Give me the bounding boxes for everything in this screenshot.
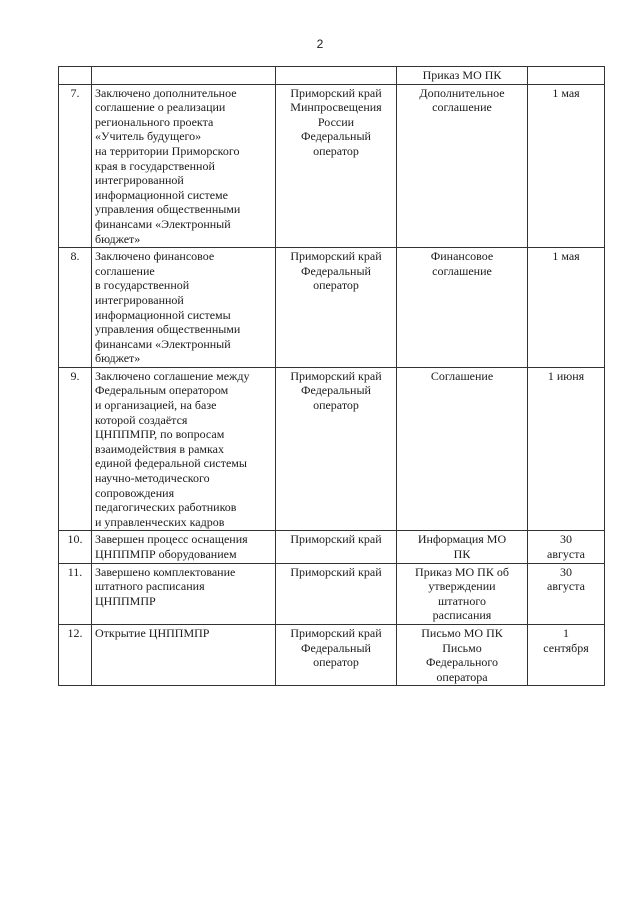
document-cell bbox=[397, 531, 528, 563]
schedule-table-body bbox=[59, 67, 605, 686]
event-line: сопровождения bbox=[95, 485, 175, 500]
responsible-line: Федеральный bbox=[301, 640, 371, 655]
row-number-cell: 8. bbox=[59, 248, 92, 368]
document-line: соглашение bbox=[432, 263, 492, 278]
table-row bbox=[59, 531, 605, 563]
document-line: соглашение bbox=[432, 100, 492, 115]
responsible-cell bbox=[276, 563, 397, 624]
date-cell bbox=[528, 624, 605, 685]
event-line: и организацией, на базе bbox=[95, 398, 217, 413]
event-cell bbox=[92, 248, 276, 368]
document-cell bbox=[397, 248, 528, 368]
event-line: Заключено соглашение между bbox=[95, 368, 250, 383]
event-line: интегрированной bbox=[95, 173, 184, 188]
event-line: ЦНППМПР bbox=[95, 593, 156, 608]
event-line: и управленческих кадров bbox=[95, 514, 225, 529]
event-line: Заключено дополнительное bbox=[95, 85, 237, 100]
event-cell bbox=[92, 367, 276, 531]
row-number-cell: 11. bbox=[59, 563, 92, 624]
responsible-line: оператор bbox=[313, 655, 359, 670]
event-line: штатного расписания bbox=[95, 579, 205, 594]
document-line: Дополнительное bbox=[419, 85, 505, 100]
event-line: ЦНППМПР оборудованием bbox=[95, 547, 237, 561]
date-cell bbox=[528, 67, 605, 85]
document-cell bbox=[397, 624, 528, 685]
document-line: Письмо МО ПК bbox=[421, 625, 503, 640]
document-line: Приказ МО ПК bbox=[422, 68, 502, 82]
event-line: Федеральным оператором bbox=[95, 383, 229, 398]
table-row bbox=[59, 624, 605, 685]
date-line: 1 июня bbox=[547, 368, 585, 383]
event-line: управления общественными bbox=[95, 322, 241, 337]
responsible-line: Приморский край bbox=[290, 625, 382, 640]
date-line: сентября bbox=[543, 640, 589, 655]
date-line: 1 bbox=[563, 625, 569, 640]
responsible-cell bbox=[276, 248, 397, 368]
responsible-cell bbox=[276, 367, 397, 531]
responsible-line: Приморский край bbox=[290, 249, 382, 264]
date-line: 30 bbox=[560, 532, 572, 547]
document-line: Приказ МО ПК об bbox=[415, 564, 509, 579]
event-line: педагогических работников bbox=[95, 500, 237, 515]
document-cell bbox=[397, 563, 528, 624]
date-line: августа bbox=[547, 579, 585, 594]
responsible-line: Минпросвещения bbox=[290, 100, 382, 115]
document-cell bbox=[397, 367, 528, 531]
event-line: информационной системе bbox=[95, 187, 228, 202]
schedule-table bbox=[58, 66, 605, 686]
table-row bbox=[59, 248, 605, 368]
event-line: информационной системы bbox=[95, 307, 231, 322]
event-cell bbox=[92, 624, 276, 685]
event-line: ЦНППМПР, по вопросам bbox=[95, 427, 225, 442]
row-number-cell: 9. bbox=[59, 367, 92, 531]
table-row bbox=[59, 563, 605, 624]
document-cell bbox=[397, 67, 528, 85]
row-number-cell: 7. bbox=[59, 84, 92, 248]
page-number: 2 bbox=[316, 37, 324, 51]
row-number-cell: 12. bbox=[59, 624, 92, 685]
event-line: интегрированной bbox=[95, 292, 184, 307]
date-cell bbox=[528, 248, 605, 368]
event-line: соглашение о реализации bbox=[95, 100, 226, 115]
responsible-line: Федеральный bbox=[301, 129, 371, 144]
responsible-cell bbox=[276, 67, 397, 85]
document-line: Письмо bbox=[442, 640, 482, 655]
responsible-cell bbox=[276, 531, 397, 563]
document-line: Финансовое bbox=[430, 249, 494, 264]
responsible-line: России bbox=[317, 114, 355, 129]
event-line: Завершено комплектование bbox=[95, 564, 236, 579]
date-line: 1 мая bbox=[552, 85, 580, 100]
responsible-line: Приморский край bbox=[290, 85, 382, 100]
document-cell bbox=[397, 84, 528, 248]
document-line: расписания bbox=[432, 608, 492, 623]
responsible-cell bbox=[276, 84, 397, 248]
event-line: взаимодействия в рамках bbox=[95, 441, 224, 456]
event-cell bbox=[92, 531, 276, 563]
event-line: научно-методического bbox=[95, 471, 210, 486]
event-line: в государственной bbox=[95, 278, 190, 293]
row-number-cell: 10. bbox=[59, 531, 92, 563]
event-line: соглашение bbox=[95, 263, 155, 278]
table-row-continuation bbox=[59, 67, 605, 85]
document-line: оператора bbox=[436, 669, 488, 684]
responsible-line: Приморский край bbox=[290, 368, 382, 383]
responsible-line: Федеральный bbox=[301, 263, 371, 278]
responsible-line: оператор bbox=[313, 143, 359, 158]
event-cell bbox=[92, 563, 276, 624]
date-line: 30 bbox=[560, 564, 572, 579]
event-cell bbox=[92, 67, 276, 85]
document-line: ПК bbox=[453, 547, 471, 561]
date-cell bbox=[528, 563, 605, 624]
responsible-cell bbox=[276, 624, 397, 685]
event-line: Заключено финансовое bbox=[95, 249, 215, 264]
event-line: единой федеральной системы bbox=[95, 456, 247, 471]
event-line: края в государственной bbox=[95, 158, 215, 173]
date-line: 1 мая bbox=[552, 249, 580, 264]
date-cell bbox=[528, 367, 605, 531]
document-line: Соглашение bbox=[430, 368, 494, 383]
table-row bbox=[59, 367, 605, 531]
event-line: «Учитель будущего» bbox=[95, 129, 202, 144]
responsible-line: Приморский край bbox=[290, 532, 382, 547]
responsible-line: оператор bbox=[313, 398, 359, 413]
event-line: бюджет» bbox=[95, 231, 141, 246]
responsible-line: оператор bbox=[313, 278, 359, 293]
event-line: которой создаётся bbox=[95, 412, 188, 427]
event-line: финансами «Электронный bbox=[95, 216, 231, 231]
document-line: Информация МО bbox=[417, 532, 507, 547]
document-line: штатного bbox=[438, 593, 486, 608]
date-cell bbox=[528, 84, 605, 248]
row-number-cell bbox=[59, 67, 92, 85]
document-line: Федерального bbox=[425, 655, 499, 670]
event-line: бюджет» bbox=[95, 351, 141, 366]
event-line: управления общественными bbox=[95, 202, 241, 217]
event-line: финансами «Электронный bbox=[95, 336, 231, 351]
event-line: Открытие ЦНППМПР bbox=[95, 625, 210, 640]
event-cell bbox=[92, 84, 276, 248]
responsible-line: Федеральный bbox=[301, 383, 371, 398]
event-line: на территории Приморского bbox=[95, 143, 240, 158]
document-line: утверждении bbox=[428, 579, 496, 594]
date-cell bbox=[528, 531, 605, 563]
event-line: регионального проекта bbox=[95, 114, 214, 129]
date-line: августа bbox=[547, 547, 585, 561]
table-row bbox=[59, 84, 605, 248]
event-line: Завершен процесс оснащения bbox=[95, 532, 248, 547]
responsible-line: Приморский край bbox=[290, 564, 382, 579]
